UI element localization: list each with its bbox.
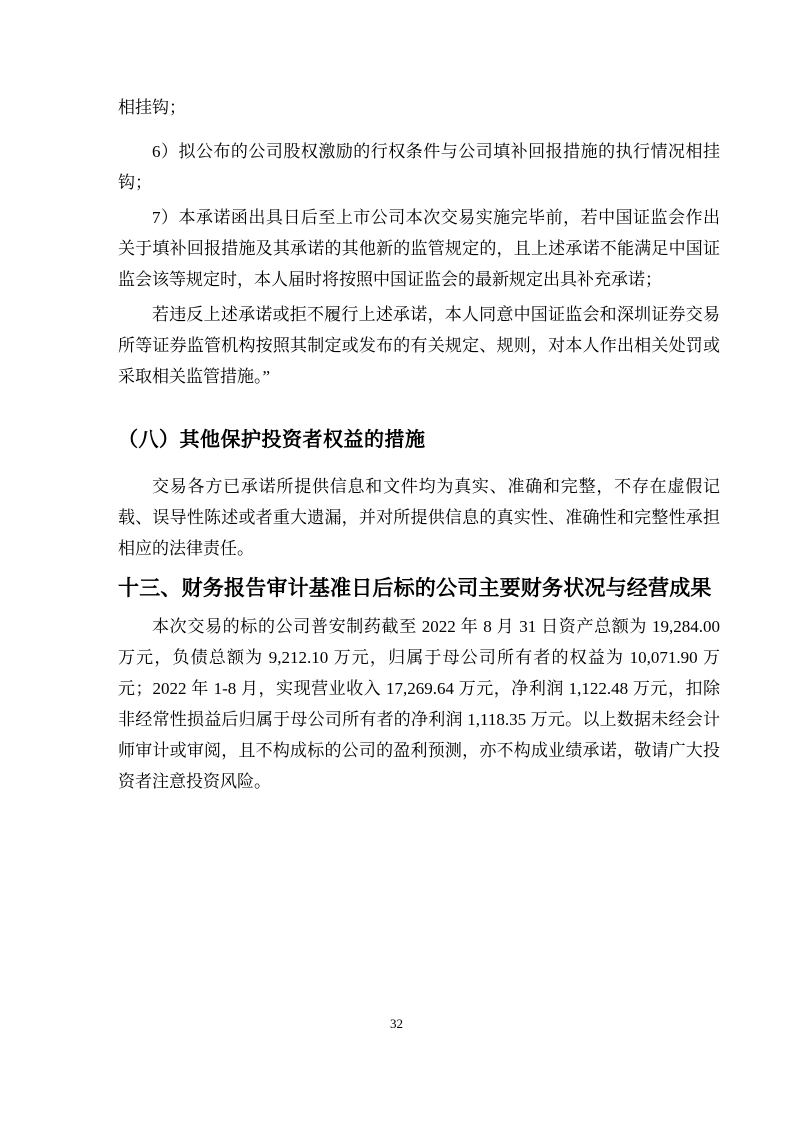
paragraph-target-company-financials: 本次交易的标的公司普安制药截至 2022 年 8 月 31 日资产总额为 19,284.00 万元，负债总额为 9,212.10 万元，归属于母公司所有者的权益为 10,071.90 万元；2022 年 1-8 月，实现营业收入 17,269.64 万元，净利润 1,122.48 万元，扣除非经常性损益后归属于母公司所有者的净利润 1,118.35 万元。以上数据未经会计师审计或审阅，且不构成标的公司的盈利预测，亦不构成业绩承诺，敬请广大投资者注意投资风险。 (118, 617, 720, 791)
paragraph-violation-clause: 若违反上述承诺或拒不履行上述承诺，本人同意中国证监会和深圳证券交易所等证券监管机构按照其制定或发布的有关规定、规则，对本人作出相关处罚或采取相关监管措施。” (118, 305, 720, 386)
numbered-item-7: 7）本承诺函出具日后至上市公司本次交易实施完毕前，若中国证监会作出关于填补回报措施及其承诺的其他新的监管规定的，且上述承诺不能满足中国证监会该等规定时，本人届时将按照中国证监会的最新规定出具补充承诺； (118, 208, 720, 289)
paragraph-information-authenticity: 交易各方已承诺所提供信息和文件均为真实、准确和完整，不存在虚假记载、误导性陈述或者重大遗漏，并对所提供信息的真实性、准确性和完整性承担相应的法律责任。 (118, 477, 720, 558)
heading-other-investor-protection-measures: （八）其他保护投资者权益的措施 (118, 429, 426, 451)
document-body (118, 92, 720, 801)
heading-financial-status-after-audit-base-date: 十三、财务报告审计基准日后标的公司主要财务状况与经营成果 (118, 577, 712, 600)
page-number: 32 (390, 1016, 403, 1031)
numbered-item-6: 6）拟公布的公司股权激励的行权条件与公司填补回报措施的执行情况相挂钩； (118, 142, 720, 192)
paragraph-hook-continuation: 相挂钩； (118, 98, 186, 117)
